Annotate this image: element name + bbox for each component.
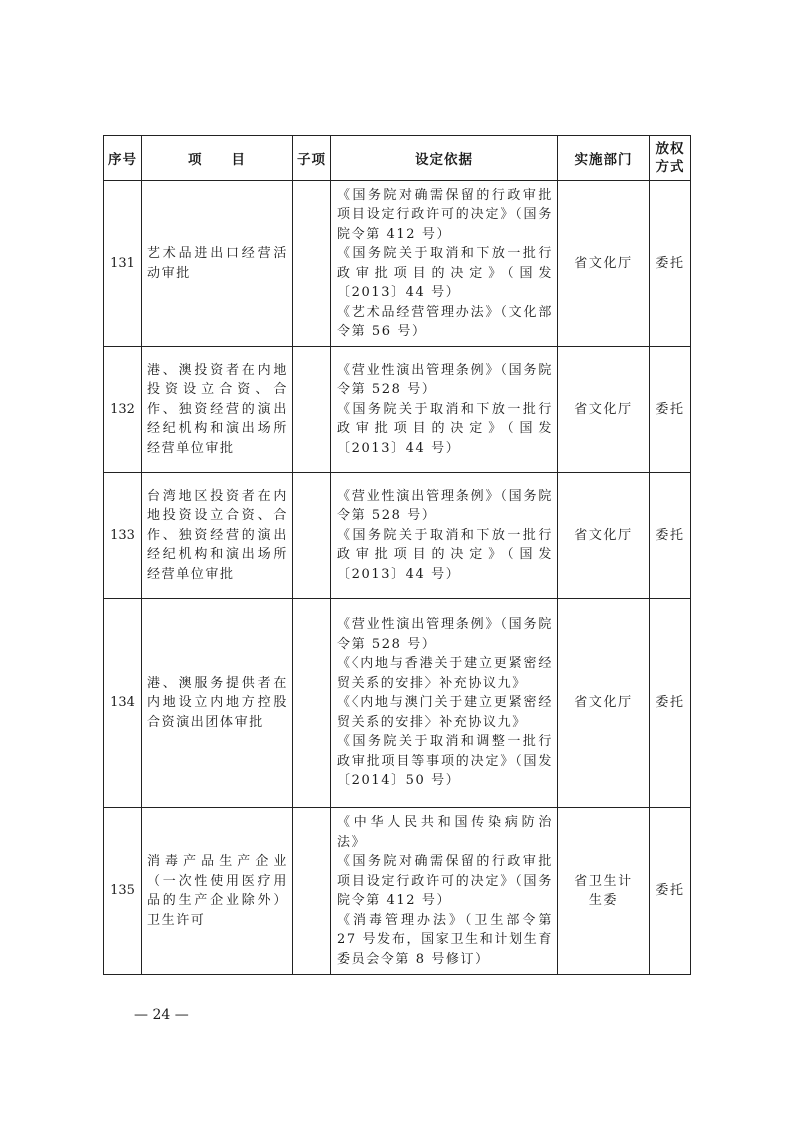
page-number: — 24 —: [134, 1007, 189, 1023]
row-seq: 131: [104, 181, 142, 347]
header-basis: 设定依据: [331, 136, 558, 181]
row-department: 省卫生计生委: [558, 808, 650, 975]
header-delegation-mode: 放权方式: [650, 136, 691, 181]
row-sub-item: [293, 473, 331, 599]
row-sub-item: [293, 599, 331, 808]
row-seq: 134: [104, 599, 142, 808]
row-seq: 133: [104, 473, 142, 599]
row-basis: 《营业性演出管理条例》（国务院令第 528 号） 《国务院关于取消和下放一批行政审批项目的决定》（国发〔2013〕44 号）: [331, 347, 558, 473]
row-delegation-mode: 委托: [650, 473, 691, 599]
row-sub-item: [293, 808, 331, 975]
row-item: 港、澳服务提供者在内地设立内地方控股合资演出团体审批: [142, 599, 293, 808]
row-delegation-mode: 委托: [650, 599, 691, 808]
table-header-row: [104, 136, 691, 181]
row-seq: 132: [104, 347, 142, 473]
row-department: 省文化厅: [558, 599, 650, 808]
row-item: 台湾地区投资者在内地投资设立合资、合作、独资经营的演出经纪机构和演出场所经营单位审批: [142, 473, 293, 599]
row-delegation-mode: 委托: [650, 808, 691, 975]
row-basis: 《营业性演出管理条例》（国务院令第 528 号） 《国务院关于取消和下放一批行政审批项目的决定》（国发〔2013〕44 号）: [331, 473, 558, 599]
row-basis: 《中华人民共和国传染病防治法》 《国务院对确需保留的行政审批项目设定行政许可的决定》（国务院令第 412 号） 《消毒管理办法》（卫生部令第 27 号发布，国家卫生和计划生育委员会令第 8 号修订）: [331, 808, 558, 975]
row-department: 省文化厅: [558, 473, 650, 599]
table-row: [104, 599, 691, 808]
header-seq: 序号: [104, 136, 142, 181]
row-item: 艺术品进出口经营活动审批: [142, 181, 293, 347]
header-item: 项 目: [142, 136, 293, 181]
table-row: [104, 808, 691, 975]
row-department: 省文化厅: [558, 181, 650, 347]
row-sub-item: [293, 181, 331, 347]
row-delegation-mode: 委托: [650, 347, 691, 473]
table-row: [104, 473, 691, 599]
row-sub-item: [293, 347, 331, 473]
row-item: 消毒产品生产企业（一次性使用医疗用品的生产企业除外）卫生许可: [142, 808, 293, 975]
header-department: 实施部门: [558, 136, 650, 181]
header-sub-item: 子项: [293, 136, 331, 181]
row-delegation-mode: 委托: [650, 181, 691, 347]
table-row: [104, 181, 691, 347]
row-department: 省文化厅: [558, 347, 650, 473]
row-basis: 《国务院对确需保留的行政审批项目设定行政许可的决定》（国务院令第 412 号） 《国务院关于取消和下放一批行政审批项目的决定》（国发〔2013〕44 号） 《艺术品经营管理办法》（文化部令第 56 号）: [331, 181, 558, 347]
approval-items-table: [103, 135, 691, 975]
row-seq: 135: [104, 808, 142, 975]
row-item: 港、澳投资者在内地投资设立合资、合作、独资经营的演出经纪机构和演出场所经营单位审批: [142, 347, 293, 473]
table-row: [104, 347, 691, 473]
row-basis: 《营业性演出管理条例》（国务院令第 528 号） 《〈内地与香港关于建立更紧密经贸关系的安排〉补充协议九》 《〈内地与澳门关于建立更紧密经贸关系的安排〉补充协议九》 《国务院关于取消和调整一批行政审批项目等事项的决定》（国发〔2014〕50 号）: [331, 599, 558, 808]
